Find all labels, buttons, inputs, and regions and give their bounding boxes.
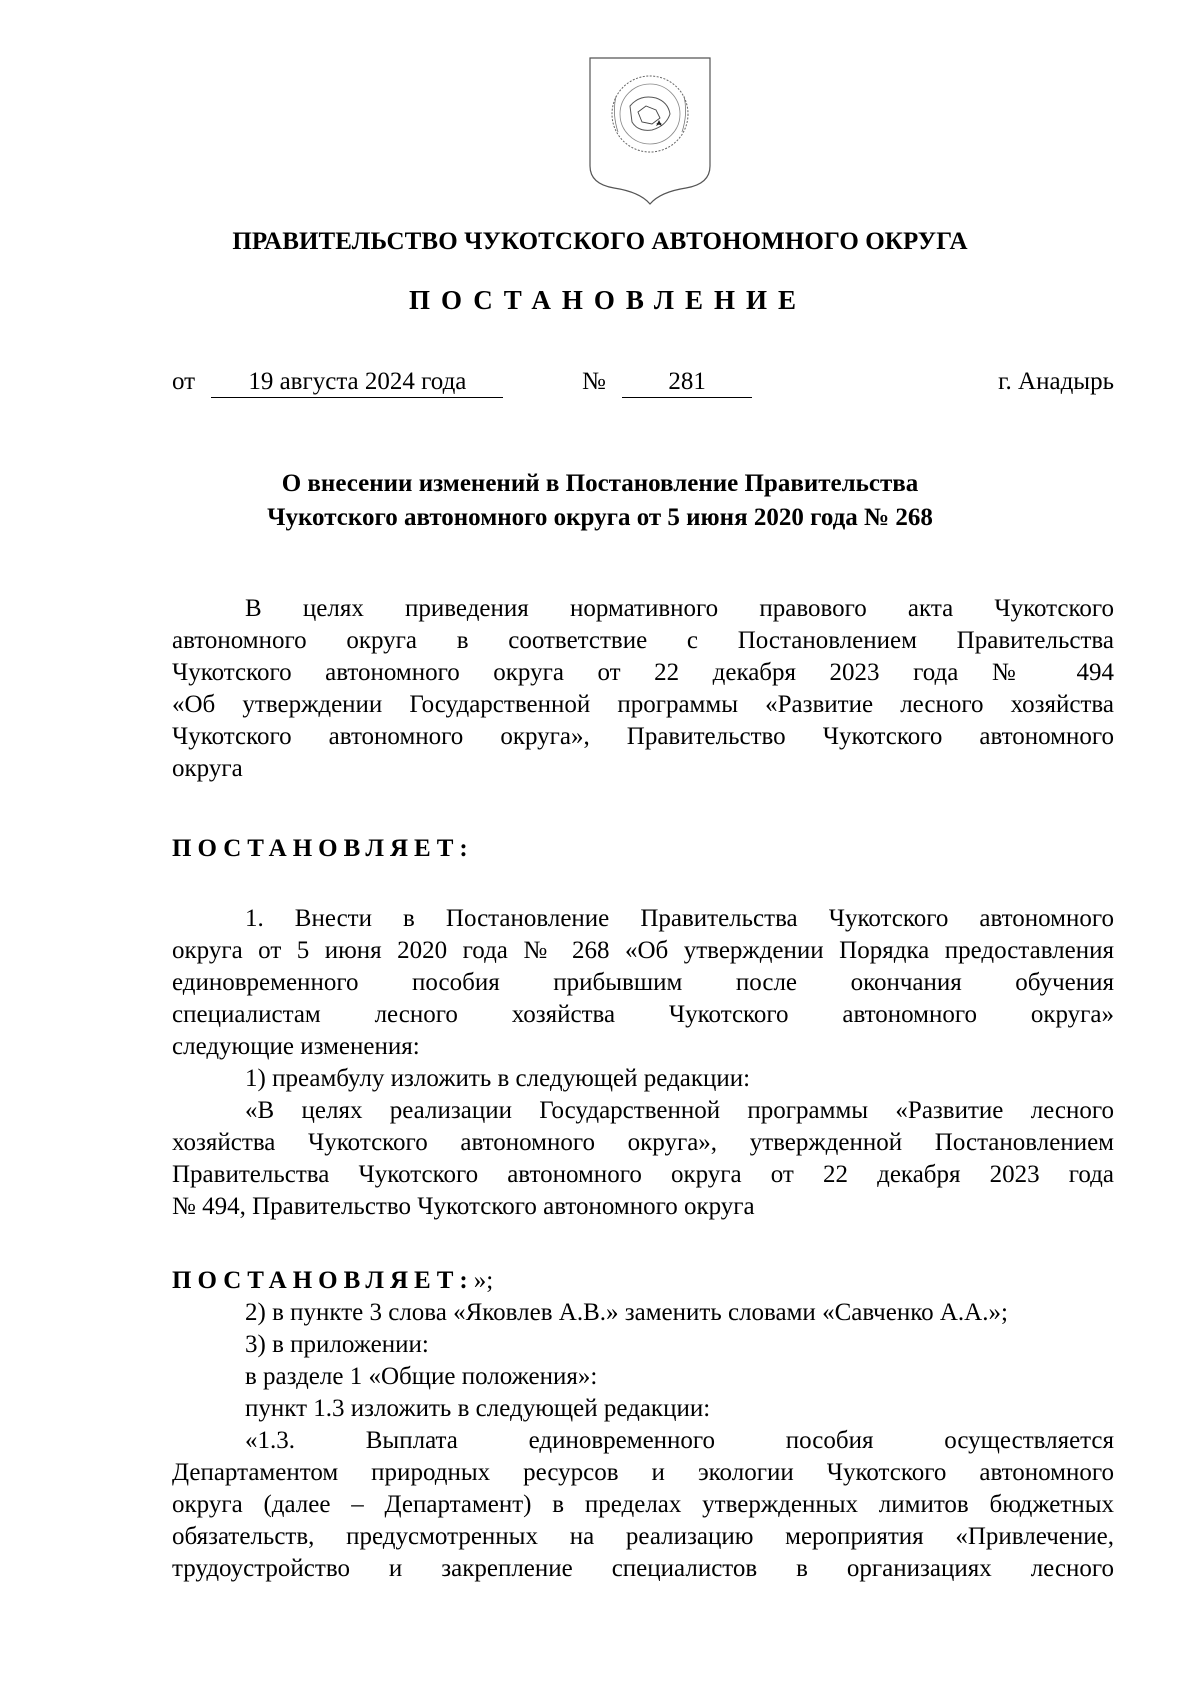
item1-line: следующие изменения: (172, 1033, 420, 1060)
subject-line: Чукотского автономного округа от 5 июня 2020 года № 268 (267, 504, 933, 531)
item1-line: единовременного пособия прибывшим после окончания обучения (172, 969, 1114, 996)
decides-heading: ПОСТАНОВЛЯЕТ: (172, 835, 474, 862)
document-subject (0, 467, 1200, 535)
quote-line: хозяйства Чукотского автономного округа», утвержденной Постановлением (172, 1129, 1114, 1156)
coat-of-arms-emblem (586, 56, 714, 206)
document-number: 281 (622, 367, 752, 398)
point13-line: Департаментом природных ресурсов и экологии Чукотского автономного (172, 1459, 1114, 1486)
subitem-2: 2) в пункте 3 слова «Яковлев А.В.» заменить словами «Савченко А.А.»; (245, 1299, 1008, 1326)
preamble-line: Чукотского автономного округа», Правительство Чукотского автономного (172, 723, 1114, 750)
quote-decides-tail: »; (473, 1267, 494, 1294)
main-content (172, 903, 1114, 1223)
point13-line: округа (далее – Департамент) в пределах утвержденных лимитов бюджетных (172, 1491, 1114, 1518)
point13-line: трудоустройство и закрепление специалистов в организациях лесного (172, 1555, 1114, 1582)
quote-decides-heading: ПОСТАНОВЛЯЕТ: (172, 1267, 474, 1294)
item1-line: специалистам лесного хозяйства Чукотского автономного округа» (172, 1001, 1114, 1028)
date-row (172, 367, 503, 398)
subject-line: О внесении изменений в Постановление Правительства (281, 470, 919, 497)
preamble-line: округа (172, 755, 243, 782)
quote-decides-line (172, 1265, 1114, 1297)
decides-heading-block (172, 833, 1114, 865)
document-date: 19 августа 2024 года (211, 367, 503, 398)
subitem-1: 1) преамбулу изложить в следующей редакции: (245, 1065, 751, 1092)
city-label: г. Анадырь (998, 368, 1114, 395)
point13-line: обязательств, предусмотренных на реализацию мероприятия «Привлечение, (172, 1523, 1114, 1550)
government-title: ПРАВИТЕЛЬСТВО ЧУКОТСКОГО АВТОНОМНОГО ОКРУГА (232, 228, 968, 255)
item1-line: округа от 5 июня 2020 года № 268 «Об утверждении Порядка предоставления (172, 937, 1114, 964)
number-label: № (582, 368, 606, 395)
amendments-block (172, 1265, 1114, 1585)
preamble-line: автономного округа в соответствие с Постановлением Правительства (172, 627, 1114, 654)
document-type-heading: ПОСТАНОВЛЕНИЕ (408, 285, 808, 315)
preamble-line: Чукотского автономного округа от 22 декабря 2023 года № 494 (172, 659, 1114, 686)
quote-line: «В целях реализации Государственной программы «Развитие лесного (245, 1097, 1114, 1124)
item1-line: 1. Внести в Постановление Правительства Чукотского автономного (245, 905, 1114, 932)
subitem-3-point: пункт 1.3 изложить в следующей редакции: (245, 1395, 711, 1422)
preamble-line: В целях приведения нормативного правового акта Чукотского (245, 595, 1114, 622)
point13-line: «1.3. Выплата единовременного пособия осуществляется (245, 1427, 1114, 1454)
subitem-3-section: в разделе 1 «Общие положения»: (245, 1363, 598, 1390)
from-label: от (172, 368, 196, 395)
preamble-paragraph (172, 593, 1114, 785)
quote-line: № 494, Правительство Чукотского автономного округа (172, 1193, 755, 1220)
quote-line: Правительства Чукотского автономного округа от 22 декабря 2023 года (172, 1161, 1114, 1188)
preamble-line: «Об утверждении Государственной программы «Развитие лесного хозяйства (172, 691, 1114, 718)
subitem-3: 3) в приложении: (245, 1331, 429, 1358)
number-row (582, 367, 752, 398)
